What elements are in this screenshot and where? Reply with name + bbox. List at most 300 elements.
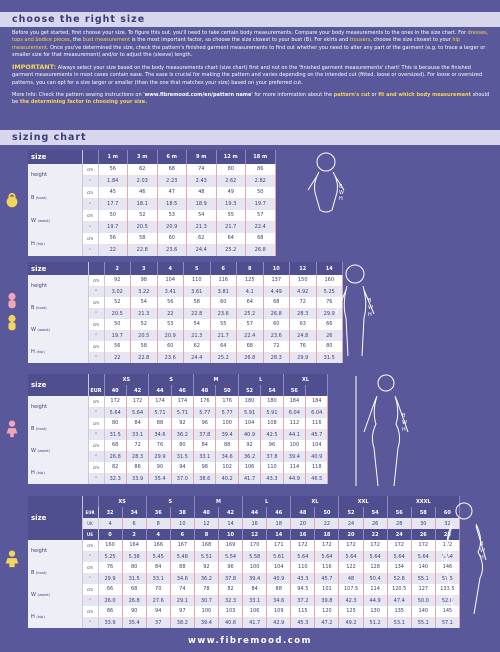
size-group-header: S [149, 374, 194, 385]
inch-value: 40.9 [306, 451, 328, 462]
cm-value: 58 [131, 341, 158, 352]
cm-value: 76 [98, 562, 122, 573]
inch-value: 21.7 [216, 221, 246, 233]
inch-value: 20.5 [128, 221, 158, 233]
measure-label: H [31, 241, 35, 247]
eur-size: 40 [104, 385, 126, 396]
cm-value: 96 [218, 562, 242, 573]
inch-value: 44.9 [283, 473, 305, 484]
size-system-value: 30 [411, 518, 435, 529]
cm-value: 160 [316, 275, 343, 286]
inch-value: 36.2 [171, 429, 193, 440]
fig-label-h: H [480, 555, 484, 561]
cm-value: 164 [122, 540, 146, 551]
eur-size-blank [306, 385, 328, 396]
inch-value: 57.1 [435, 617, 459, 628]
size-column-header: 5 [184, 262, 211, 275]
inch-value: 35.4 [122, 617, 146, 628]
cm-value: 160 [98, 540, 122, 551]
measure-sub: (bust) [36, 427, 47, 431]
unit-cm: cm [88, 440, 104, 451]
inch-value: 20.9 [157, 330, 184, 341]
inch-value: 37.8 [218, 573, 242, 584]
size-header: size [28, 374, 88, 396]
size-system-value: 20 [291, 518, 315, 529]
cm-value: 74 [187, 164, 217, 176]
cm-value: 50 [98, 210, 128, 222]
inch-value: 5.91 [238, 407, 260, 418]
inch-value: 5.64 [435, 551, 459, 562]
cm-value: 100 [194, 606, 218, 617]
measure-label: B [31, 195, 35, 201]
size-column-header: 10 [263, 262, 290, 275]
inch-value: 57.5 [435, 573, 459, 584]
size-system-value: 50 [315, 507, 339, 518]
inch-value: 33.1 [126, 429, 148, 440]
cm-value: 60 [157, 341, 184, 352]
size-system-value: 26 [363, 518, 387, 529]
cm-value: 146 [435, 562, 459, 573]
cm-value: 100 [243, 562, 267, 573]
eur-size: 50 [216, 385, 238, 396]
unit-cm: cm [88, 275, 104, 286]
cm-value: 115 [291, 606, 315, 617]
cm-value: 184 [306, 396, 328, 407]
cm-value: 78 [194, 584, 218, 595]
measure-label: W [31, 327, 36, 333]
size-system-value: 18 [315, 529, 339, 540]
inch-value: 33.1 [146, 573, 170, 584]
unit-cm: cm [88, 297, 104, 308]
cm-value: 110 [261, 462, 283, 473]
inch-value: 36.2 [238, 451, 260, 462]
text: should be [12, 91, 490, 106]
unit-inch: " [88, 407, 104, 418]
inch-value: 5.91 [261, 407, 283, 418]
size-system-value: 42 [218, 507, 242, 518]
size-column-header: 12 [290, 262, 317, 275]
size-column-header: 8 [237, 262, 264, 275]
cm-value: 68 [237, 341, 264, 352]
cm-value: 180 [238, 396, 260, 407]
inch-value: 2.03 [128, 175, 158, 187]
inch-value: 24.4 [187, 244, 217, 256]
cm-value: 54 [184, 319, 211, 330]
size-system-value: 28 [435, 529, 459, 540]
size-system-value: 6 [170, 529, 194, 540]
intro-paragraph-1 [12, 30, 490, 60]
inch-value: 23.6 [157, 244, 187, 256]
cm-value: 60 [210, 297, 237, 308]
measure-label: height [31, 404, 47, 410]
inch-value: 25.2 [237, 308, 264, 319]
inch-value: 26.8 [246, 244, 276, 256]
size-group-header: L [243, 496, 291, 507]
unit-inch: " [82, 551, 98, 562]
cm-value: 66 [316, 319, 343, 330]
size-header: size [28, 262, 88, 275]
intro-paragraph-2 [12, 64, 490, 87]
size-system-value: 2 [122, 529, 146, 540]
cm-value: 53 [157, 319, 184, 330]
inch-value: 26.8 [237, 352, 264, 363]
cm-value: 82 [104, 462, 126, 473]
unit-cm: cm [82, 540, 98, 551]
unit-inch: " [82, 595, 98, 606]
cm-value: 104 [238, 418, 260, 429]
cm-value: 76 [316, 297, 343, 308]
cm-value: 80 [316, 341, 343, 352]
measure-sub: (hip) [36, 471, 45, 475]
highlight: pattern's cut [333, 91, 370, 98]
fig-label-w: W [402, 420, 407, 426]
size-group-header: XL [283, 374, 328, 385]
size-system-value: 14 [218, 518, 242, 529]
measure-label: H [31, 614, 35, 620]
inch-value: 20.9 [157, 221, 187, 233]
cm-value: 109 [267, 606, 291, 617]
measure-sub: (bust) [36, 196, 47, 200]
cm-value: 45 [98, 187, 128, 199]
inch-value: 26.8 [104, 451, 126, 462]
size-group-header: S [146, 496, 194, 507]
cm-value: 68 [104, 440, 126, 451]
inch-value: 21.3 [131, 308, 158, 319]
unit-inch: " [88, 308, 104, 319]
size-system-value: 34 [122, 507, 146, 518]
size-system-value: 12 [194, 518, 218, 529]
unit-inch: " [82, 221, 98, 233]
cm-value: 104 [157, 275, 184, 286]
cm-value: 172 [339, 540, 363, 551]
cm-value: 101 [315, 584, 339, 595]
inch-value: 31.5 [104, 429, 126, 440]
text: or [369, 91, 379, 98]
inch-value: 21.7 [210, 330, 237, 341]
inch-value: 5.38 [122, 551, 146, 562]
measurement-row-label [28, 187, 82, 210]
section-header-choose-size: choose the right size [0, 12, 500, 27]
measurement-row-label [28, 418, 88, 440]
cm-value: 114 [363, 584, 387, 595]
measure-sub: (hip) [36, 615, 45, 619]
cm-value: 145 [435, 606, 459, 617]
measurement-row-label [28, 233, 82, 256]
inch-value: 33.1 [243, 595, 267, 606]
size-group-header: XS [104, 374, 149, 385]
inch-value: 43.3 [291, 573, 315, 584]
size-system-value: 52 [339, 507, 363, 518]
inch-value: 21.3 [184, 330, 211, 341]
cm-value: 180 [261, 396, 283, 407]
cm-value: 84 [194, 440, 216, 451]
measurement-row-label [28, 275, 88, 297]
inch-value: 45.3 [291, 617, 315, 628]
size-system-value: 46 [267, 507, 291, 518]
size-group-header: M [194, 496, 242, 507]
inch-value: 28.3 [263, 352, 290, 363]
cm-value: 108 [261, 418, 283, 429]
cm-value: 80 [104, 418, 126, 429]
cm-value: 130 [363, 606, 387, 617]
inch-value: 41.7 [243, 617, 267, 628]
inch-value: 22 [98, 244, 128, 256]
measurement-row-label [28, 297, 88, 319]
size-system-value: 22 [363, 529, 387, 540]
cm-value: 57 [237, 319, 264, 330]
size-system-label: UK [82, 518, 98, 529]
inch-value: 51.2 [363, 617, 387, 628]
cm-value: 82 [218, 584, 242, 595]
fig-label-h: H [368, 312, 372, 318]
eur-label: EUR [88, 385, 104, 396]
cm-value: 94.5 [291, 584, 315, 595]
eur-size: 42 [126, 385, 148, 396]
inch-value: 17.7 [98, 198, 128, 210]
measure-label: B [31, 570, 35, 576]
inch-value: 19.7 [104, 330, 131, 341]
measure-label: H [31, 470, 35, 476]
cm-value: 116 [210, 275, 237, 286]
inch-value: 2.62 [216, 175, 246, 187]
cm-value: 171 [267, 540, 291, 551]
cm-value: 116 [306, 418, 328, 429]
unit-cm: cm [82, 606, 98, 617]
fig-label-b: B [339, 184, 343, 190]
inch-value: 1.84 [98, 175, 128, 187]
cm-value: 68 [246, 233, 276, 245]
cm-value: 54 [187, 210, 217, 222]
inch-value: 37.0 [171, 473, 193, 484]
inch-value: 5.58 [243, 551, 267, 562]
inch-value: 3.22 [131, 286, 158, 297]
inch-value: 39.8 [315, 595, 339, 606]
inch-value: 22.4 [237, 330, 264, 341]
inch-value: 40.2 [216, 473, 238, 484]
size-system-value: 40 [194, 507, 218, 518]
inch-value: 5.54 [218, 551, 242, 562]
cm-value: 172 [411, 540, 435, 551]
baby-icon [3, 292, 21, 310]
cm-value: 72 [263, 341, 290, 352]
size-column-header: 6 m [157, 150, 187, 164]
inch-value: 5.64 [315, 551, 339, 562]
inch-value: 39.4 [216, 429, 238, 440]
size-system-value: 38 [170, 507, 194, 518]
inch-value: 26 [316, 330, 343, 341]
inch-value: 35.4 [149, 473, 171, 484]
inch-value: 52.6 [435, 595, 459, 606]
eur-size: 56 [283, 385, 305, 396]
inch-value: 55.1 [411, 573, 435, 584]
unit-inch: " [88, 286, 104, 297]
pattern-link[interactable]: www.fibremood.com/en/pattern name [144, 91, 252, 98]
eur-size: 44 [149, 385, 171, 396]
cm-value: 114 [283, 462, 305, 473]
cm-value: 46 [128, 187, 158, 199]
inch-value: 25.2 [210, 352, 237, 363]
inch-value: 29.9 [98, 573, 122, 584]
size-system-value: 20 [339, 529, 363, 540]
measure-sub: (bust) [36, 571, 47, 575]
size-system-value: 56 [387, 507, 411, 518]
cm-value: 63 [290, 319, 317, 330]
sizing-chart-women-extended [28, 496, 460, 628]
cm-value: 58 [184, 297, 211, 308]
fig-label-h: H [402, 427, 406, 433]
cm-value: 60 [263, 319, 290, 330]
inch-value: 24.8 [290, 330, 317, 341]
inch-value: 29.9 [316, 308, 343, 319]
inch-value: 45.7 [315, 573, 339, 584]
inch-value: 37.2 [291, 595, 315, 606]
cm-value: 62 [184, 341, 211, 352]
cm-value: 76 [149, 440, 171, 451]
inch-value: 29.9 [149, 451, 171, 462]
cm-value: 128 [363, 562, 387, 573]
inch-value: 49.2 [339, 617, 363, 628]
unit-header [88, 262, 104, 275]
size-column-header: 14 [316, 262, 343, 275]
inch-value: 23.6 [263, 330, 290, 341]
cm-value: 106 [238, 462, 260, 473]
cm-value: 50 [246, 187, 276, 199]
inch-value: 19.7 [246, 198, 276, 210]
cm-value: 112 [283, 418, 305, 429]
size-system-value: 48 [291, 507, 315, 518]
measure-label: height [31, 548, 47, 554]
cm-value: 97 [170, 606, 194, 617]
text: More Info: Check the pattern sewing instructions on ' [12, 91, 145, 98]
cm-value: 172 [126, 396, 148, 407]
size-system-value: 58 [411, 507, 435, 518]
inch-value: 5.77 [194, 407, 216, 418]
cm-value: 64 [216, 233, 246, 245]
measure-label: W [31, 448, 36, 454]
cm-value: 90 [122, 606, 146, 617]
inch-value: 19.7 [98, 221, 128, 233]
text: , choose the size closest to your [370, 37, 453, 44]
measure-sub: (hip) [36, 350, 45, 354]
size-system-value: 26 [411, 529, 435, 540]
inch-value: 22.8 [128, 244, 158, 256]
measurement-row-label [28, 440, 88, 462]
cm-value: 168 [194, 540, 218, 551]
size-system-value: 12 [243, 529, 267, 540]
cm-value: 88 [216, 440, 238, 451]
size-group-header: XXL [339, 496, 387, 507]
cm-value: 68 [157, 164, 187, 176]
cm-value: 88 [267, 584, 291, 595]
inch-value: 2.23 [157, 175, 187, 187]
inch-value: 42.9 [267, 617, 291, 628]
unit-inch: " [88, 473, 104, 484]
inch-value: 38.6 [194, 473, 216, 484]
important-label: IMPORTANT: [12, 63, 57, 72]
toddler-icon [3, 314, 21, 332]
size-column-header: 1 m [98, 150, 128, 164]
website-footer[interactable]: www.fibremood.com [188, 636, 312, 646]
size-group-header: XXXL [387, 496, 459, 507]
inch-value: 21.3 [187, 221, 217, 233]
cm-value: 92 [194, 562, 218, 573]
fig-label-w: W [339, 190, 344, 196]
text: Always select your size based on the body measurements chart (size chart) first and not on the 'finished garment measurements' chart! This is because the finished garment measurements in most cases contain ease. The ease is crucial for making the pattern and varies depending on the intended cut (fitted, loose or oversized). For loose or oversized patterns, you can opt for a size larger or smaller (than the one that matches your size) based on your preferred cut. [12, 65, 483, 86]
size-system-label: EUR [82, 507, 98, 518]
cm-value: 84 [126, 418, 148, 429]
inch-value: 53.1 [387, 617, 411, 628]
measure-label: B [31, 426, 35, 432]
cm-value: 53 [157, 210, 187, 222]
cm-value: 52 [131, 319, 158, 330]
cm-value: 104 [267, 562, 291, 573]
woman-plus-figure-illustration [434, 500, 494, 618]
cm-value: 172 [435, 540, 459, 551]
measurement-row-label [28, 562, 82, 584]
cm-value: 125 [237, 275, 264, 286]
cm-value: 50 [104, 319, 131, 330]
measurement-row-label [28, 462, 88, 484]
inch-value: 5.71 [149, 407, 171, 418]
measure-sub: (hip) [36, 242, 45, 246]
inch-value: 48 [339, 573, 363, 584]
inch-value: 42.5 [261, 429, 283, 440]
inch-value: 36.2 [194, 573, 218, 584]
cm-value: 172 [315, 540, 339, 551]
inch-value: 3.02 [104, 286, 131, 297]
cm-value: 92 [171, 418, 193, 429]
inch-value: 3.41 [157, 286, 184, 297]
text: ' for more information about the [251, 91, 334, 98]
cm-value: 125 [339, 606, 363, 617]
inch-value: 5.61 [267, 551, 291, 562]
cm-value: 48 [187, 187, 217, 199]
cm-value: 66 [98, 584, 122, 595]
inch-value: 4.49 [263, 286, 290, 297]
size-system-value: 24 [339, 518, 363, 529]
measurement-row-label [28, 396, 88, 418]
cm-value: 137 [263, 275, 290, 286]
inch-value: 6.04 [283, 407, 305, 418]
unit-cm: cm [82, 233, 98, 245]
woman-icon [3, 420, 21, 438]
measure-label: height [31, 283, 47, 289]
size-system-value: 32 [435, 518, 459, 529]
inch-value: 3.81 [210, 286, 237, 297]
text: , the [69, 37, 83, 44]
inch-value: 39.4 [194, 617, 218, 628]
fig-label-w: W [480, 548, 485, 554]
cm-value: 172 [104, 396, 126, 407]
measure-sub: (bust) [36, 306, 47, 310]
size-system-value: 4 [98, 518, 122, 529]
measurement-row-label [28, 164, 82, 187]
inch-value: 24.4 [184, 352, 211, 363]
measure-sub: (waist) [37, 219, 50, 223]
inch-value: 23.6 [157, 352, 184, 363]
fig-label-b: B [480, 541, 484, 547]
woman-figure-illustration [350, 372, 422, 490]
highlight: hip measurement [12, 37, 461, 51]
size-system-value: 28 [387, 518, 411, 529]
inch-value: 4.1 [237, 286, 264, 297]
cm-value: 56 [98, 164, 128, 176]
cm-value: 106 [243, 606, 267, 617]
cm-value: 169 [218, 540, 242, 551]
measurement-row-label [28, 210, 82, 233]
inch-value: 45.7 [306, 429, 328, 440]
unit-inch: " [82, 244, 98, 256]
